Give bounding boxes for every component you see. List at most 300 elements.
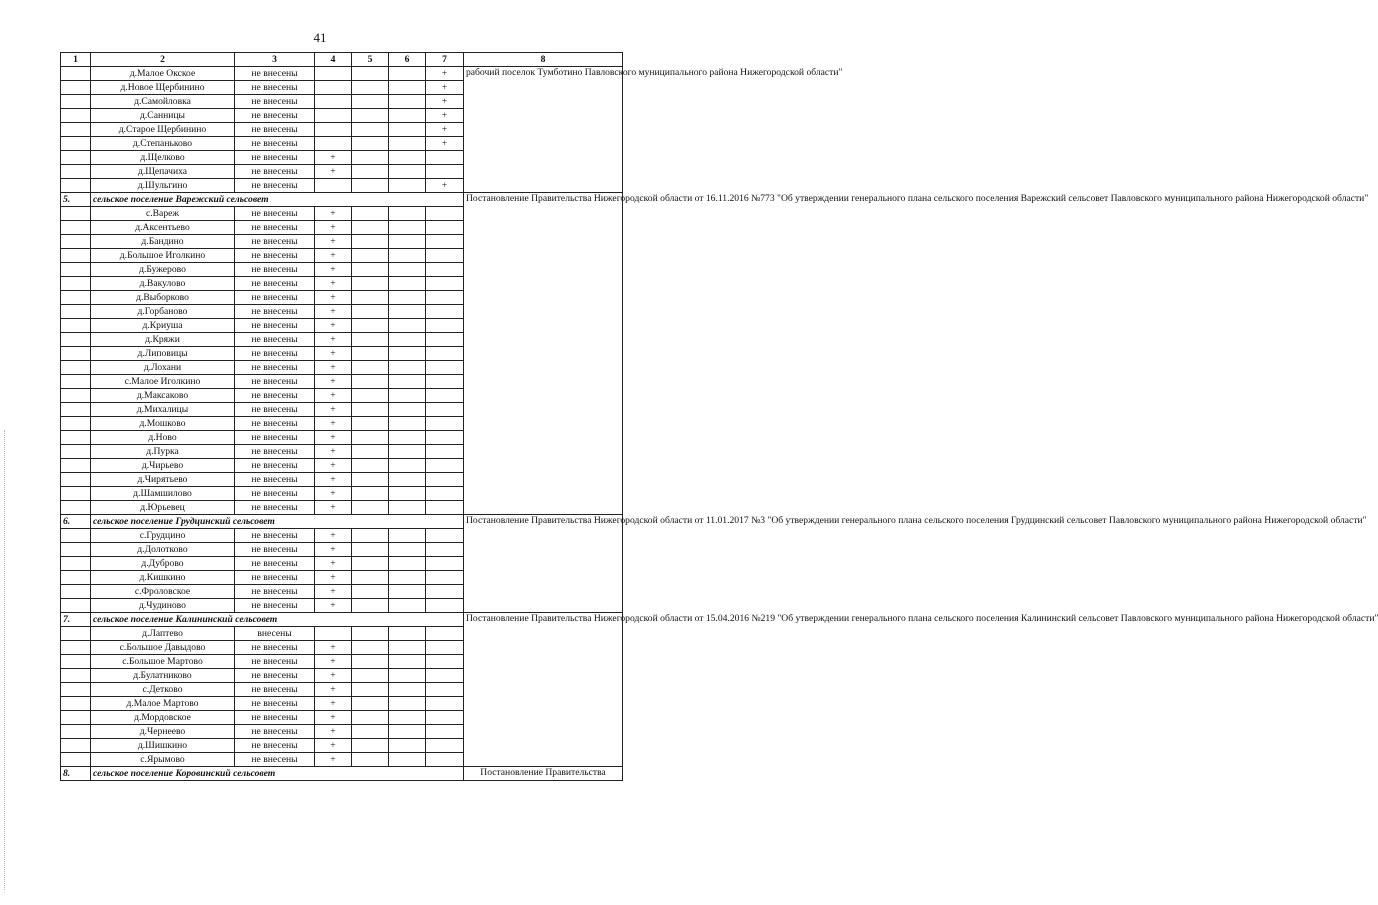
- row-number-cell: [61, 361, 91, 375]
- mark-col-6: [389, 235, 426, 249]
- mark-col-4: +: [315, 291, 352, 305]
- mark-col-6: [389, 151, 426, 165]
- status-cell: не внесены: [235, 445, 315, 459]
- mark-col-6: [389, 109, 426, 123]
- mark-col-5: [352, 683, 389, 697]
- mark-col-4: +: [315, 333, 352, 347]
- settlement-name: д.Липовицы: [91, 347, 235, 361]
- mark-col-6: [389, 263, 426, 277]
- mark-col-6: [389, 221, 426, 235]
- row-number-cell: [61, 277, 91, 291]
- row-number-cell: [61, 585, 91, 599]
- settlement-name: д.Щелково: [91, 151, 235, 165]
- mark-col-7: [426, 753, 464, 767]
- mark-col-4: +: [315, 655, 352, 669]
- row-number-cell: [61, 655, 91, 669]
- status-cell: не внесены: [235, 431, 315, 445]
- mark-col-5: [352, 305, 389, 319]
- status-cell: не внесены: [235, 249, 315, 263]
- column-header-1: 1: [61, 53, 91, 67]
- mark-col-7: [426, 445, 464, 459]
- status-cell: не внесены: [235, 95, 315, 109]
- mark-col-4: +: [315, 417, 352, 431]
- row-number-cell: [61, 487, 91, 501]
- column-header-5: 5: [352, 53, 389, 67]
- status-cell: не внесены: [235, 179, 315, 193]
- section-title: сельское поселение Грудцинский сельсовет: [91, 515, 464, 529]
- settlement-name: д.Новое Щербинино: [91, 81, 235, 95]
- settlement-name: д.Горбаново: [91, 305, 235, 319]
- mark-col-5: [352, 655, 389, 669]
- mark-col-5: [352, 417, 389, 431]
- mark-col-6: [389, 403, 426, 417]
- mark-col-7: [426, 501, 464, 515]
- row-number-cell: [61, 557, 91, 571]
- status-cell: не внесены: [235, 403, 315, 417]
- page-number: 41: [313, 30, 327, 45]
- mark-col-4: +: [315, 235, 352, 249]
- row-number-cell: [61, 627, 91, 641]
- scan-edge-mark: [4, 430, 6, 890]
- mark-col-4: +: [315, 739, 352, 753]
- mark-col-6: [389, 389, 426, 403]
- column-header-4: 4: [315, 53, 352, 67]
- row-number-cell: [61, 207, 91, 221]
- section-row: [61, 515, 623, 529]
- mark-col-7: [426, 627, 464, 641]
- status-cell: не внесены: [235, 459, 315, 473]
- mark-col-4: [315, 179, 352, 193]
- mark-col-7: [426, 711, 464, 725]
- row-number-cell: [61, 669, 91, 683]
- section-title: сельское поселение Калининский сельсовет: [91, 613, 464, 627]
- mark-col-7: [426, 473, 464, 487]
- mark-col-5: [352, 109, 389, 123]
- mark-col-5: [352, 361, 389, 375]
- mark-col-4: +: [315, 557, 352, 571]
- section-number: 7.: [61, 613, 91, 627]
- settlement-name: д.Чирятьево: [91, 473, 235, 487]
- mark-col-4: +: [315, 585, 352, 599]
- mark-col-7: [426, 417, 464, 431]
- status-cell: не внесены: [235, 697, 315, 711]
- mark-col-6: [389, 725, 426, 739]
- status-cell: не внесены: [235, 557, 315, 571]
- mark-col-6: [389, 473, 426, 487]
- settlement-name: д.Щепачиха: [91, 165, 235, 179]
- mark-col-7: [426, 641, 464, 655]
- row-number-cell: [61, 151, 91, 165]
- settlement-name: д.Самойловка: [91, 95, 235, 109]
- mark-col-7: [426, 291, 464, 305]
- mark-col-6: [389, 277, 426, 291]
- mark-col-4: +: [315, 529, 352, 543]
- status-cell: не внесены: [235, 669, 315, 683]
- row-number-cell: [61, 641, 91, 655]
- mark-col-6: [389, 319, 426, 333]
- status-cell: не внесены: [235, 375, 315, 389]
- mark-col-7: [426, 347, 464, 361]
- mark-col-4: +: [315, 263, 352, 277]
- status-cell: не внесены: [235, 739, 315, 753]
- mark-col-4: +: [315, 599, 352, 613]
- mark-col-7: [426, 165, 464, 179]
- row-number-cell: [61, 179, 91, 193]
- mark-col-4: +: [315, 641, 352, 655]
- row-number-cell: [61, 165, 91, 179]
- mark-col-6: [389, 487, 426, 501]
- mark-col-4: +: [315, 319, 352, 333]
- row-number-cell: [61, 291, 91, 305]
- mark-col-5: [352, 669, 389, 683]
- mark-col-6: [389, 95, 426, 109]
- status-cell: не внесены: [235, 641, 315, 655]
- mark-col-7: [426, 249, 464, 263]
- mark-col-5: [352, 431, 389, 445]
- mark-col-4: +: [315, 501, 352, 515]
- settlement-name: д.Булатниково: [91, 669, 235, 683]
- row-number-cell: [61, 403, 91, 417]
- mark-col-5: [352, 249, 389, 263]
- row-number-cell: [61, 501, 91, 515]
- mark-col-6: [389, 669, 426, 683]
- settlement-name: д.Лаптево: [91, 627, 235, 641]
- mark-col-6: [389, 67, 426, 81]
- row-number-cell: [61, 683, 91, 697]
- mark-col-6: [389, 333, 426, 347]
- section-title: сельское поселение Коровинский сельсовет: [91, 767, 464, 781]
- mark-col-7: [426, 403, 464, 417]
- row-number-cell: [61, 123, 91, 137]
- mark-col-6: [389, 501, 426, 515]
- mark-col-5: [352, 571, 389, 585]
- mark-col-6: [389, 123, 426, 137]
- mark-col-6: [389, 459, 426, 473]
- mark-col-4: +: [315, 487, 352, 501]
- settlement-name: д.Шамшилово: [91, 487, 235, 501]
- status-cell: не внесены: [235, 655, 315, 669]
- mark-col-4: +: [315, 697, 352, 711]
- status-cell: не внесены: [235, 333, 315, 347]
- legal-note: Постановление Правительства Нижегородской области от 11.01.2017 №3 "Об утверждении генерального плана сельского поселения Грудцинский сельсовет Павловского муниципального района Нижегородской области": [464, 515, 623, 613]
- mark-col-7: [426, 221, 464, 235]
- settlement-name: д.Бандино: [91, 235, 235, 249]
- status-cell: не внесены: [235, 683, 315, 697]
- row-number-cell: [61, 543, 91, 557]
- settlement-name: д.Юрьевец: [91, 501, 235, 515]
- mark-col-7: [426, 263, 464, 277]
- mark-col-6: [389, 543, 426, 557]
- status-cell: не внесены: [235, 221, 315, 235]
- mark-col-4: +: [315, 249, 352, 263]
- mark-col-4: +: [315, 543, 352, 557]
- mark-col-4: +: [315, 571, 352, 585]
- row-number-cell: [61, 333, 91, 347]
- row-number-cell: [61, 305, 91, 319]
- mark-col-4: +: [315, 431, 352, 445]
- mark-col-7: [426, 669, 464, 683]
- settlement-name: с.Грудцино: [91, 529, 235, 543]
- mark-col-5: [352, 277, 389, 291]
- row-number-cell: [61, 753, 91, 767]
- status-cell: не внесены: [235, 585, 315, 599]
- column-header-6: 6: [389, 53, 426, 67]
- mark-col-7: [426, 487, 464, 501]
- row-number-cell: [61, 347, 91, 361]
- section-title: сельское поселение Варежский сельсовет: [91, 193, 464, 207]
- column-header-8: 8: [464, 53, 623, 67]
- settlement-name: д.Максаково: [91, 389, 235, 403]
- mark-col-6: [389, 599, 426, 613]
- mark-col-6: [389, 571, 426, 585]
- settlement-name: д.Криуша: [91, 319, 235, 333]
- mark-col-7: [426, 459, 464, 473]
- status-cell: не внесены: [235, 473, 315, 487]
- row-number-cell: [61, 473, 91, 487]
- status-cell: не внесены: [235, 529, 315, 543]
- settlement-name: д.Старое Щербинино: [91, 123, 235, 137]
- mark-col-7: [426, 599, 464, 613]
- row-number-cell: [61, 725, 91, 739]
- mark-col-7: [426, 151, 464, 165]
- section-number: 6.: [61, 515, 91, 529]
- mark-col-6: [389, 347, 426, 361]
- mark-col-4: [315, 95, 352, 109]
- status-cell: не внесены: [235, 291, 315, 305]
- status-cell: не внесены: [235, 109, 315, 123]
- mark-col-5: [352, 389, 389, 403]
- mark-col-5: [352, 739, 389, 753]
- status-cell: не внесены: [235, 711, 315, 725]
- mark-col-5: [352, 487, 389, 501]
- settlement-name: д.Кряжи: [91, 333, 235, 347]
- settlement-name: д.Пурка: [91, 445, 235, 459]
- mark-col-7: [426, 697, 464, 711]
- row-number-cell: [61, 67, 91, 81]
- settlement-name: с.Большое Мартово: [91, 655, 235, 669]
- mark-col-5: [352, 375, 389, 389]
- mark-col-7: [426, 739, 464, 753]
- mark-col-4: [315, 109, 352, 123]
- row-number-cell: [61, 417, 91, 431]
- mark-col-7: +: [426, 81, 464, 95]
- mark-col-6: [389, 697, 426, 711]
- mark-col-5: [352, 123, 389, 137]
- mark-col-4: +: [315, 711, 352, 725]
- mark-col-7: [426, 375, 464, 389]
- mark-col-4: +: [315, 361, 352, 375]
- mark-col-7: [426, 571, 464, 585]
- settlement-name: д.Мошково: [91, 417, 235, 431]
- mark-col-4: +: [315, 165, 352, 179]
- mark-col-6: [389, 305, 426, 319]
- legal-note: Постановление Правительства Нижегородской области от 15.04.2016 №219 "Об утверждении генерального плана сельского поселения Калининский сельсовет Павловского муниципального района Нижегородской области": [464, 613, 623, 767]
- section-row: [61, 193, 623, 207]
- mark-col-4: +: [315, 207, 352, 221]
- mark-col-6: [389, 711, 426, 725]
- settlement-name: д.Кишкино: [91, 571, 235, 585]
- mark-col-6: [389, 137, 426, 151]
- mark-col-4: +: [315, 151, 352, 165]
- mark-col-5: [352, 445, 389, 459]
- status-cell: не внесены: [235, 165, 315, 179]
- status-cell: не внесены: [235, 235, 315, 249]
- mark-col-5: [352, 179, 389, 193]
- mark-col-7: [426, 725, 464, 739]
- mark-col-7: [426, 389, 464, 403]
- row-number-cell: [61, 249, 91, 263]
- mark-col-4: [315, 137, 352, 151]
- mark-col-6: [389, 627, 426, 641]
- mark-col-6: [389, 207, 426, 221]
- status-cell: не внесены: [235, 137, 315, 151]
- mark-col-4: +: [315, 403, 352, 417]
- mark-col-4: +: [315, 683, 352, 697]
- status-cell: не внесены: [235, 599, 315, 613]
- settlement-name: д.Михалицы: [91, 403, 235, 417]
- mark-col-4: +: [315, 375, 352, 389]
- settlements-table: [60, 52, 1378, 781]
- status-cell: не внесены: [235, 67, 315, 81]
- mark-col-5: [352, 459, 389, 473]
- mark-col-7: [426, 305, 464, 319]
- mark-col-7: [426, 361, 464, 375]
- mark-col-6: [389, 641, 426, 655]
- mark-col-5: [352, 347, 389, 361]
- column-header-2: 2: [91, 53, 235, 67]
- mark-col-6: [389, 739, 426, 753]
- settlement-name: с.Фроловское: [91, 585, 235, 599]
- status-cell: не внесены: [235, 277, 315, 291]
- settlement-name: д.Выборково: [91, 291, 235, 305]
- settlement-name: с.Малое Иголкино: [91, 375, 235, 389]
- status-cell: внесены: [235, 627, 315, 641]
- mark-col-7: [426, 585, 464, 599]
- mark-col-6: [389, 249, 426, 263]
- row-number-cell: [61, 459, 91, 473]
- settlement-name: д.Степаньково: [91, 137, 235, 151]
- mark-col-4: +: [315, 473, 352, 487]
- mark-col-4: [315, 67, 352, 81]
- row-number-cell: [61, 389, 91, 403]
- row-number-cell: [61, 697, 91, 711]
- settlement-name: с.Вареж: [91, 207, 235, 221]
- row-number-cell: [61, 319, 91, 333]
- mark-col-5: [352, 165, 389, 179]
- settlement-name: д.Санницы: [91, 109, 235, 123]
- section-number: 8.: [61, 767, 91, 781]
- status-cell: не внесены: [235, 753, 315, 767]
- settlement-name: с.Большое Давыдово: [91, 641, 235, 655]
- mark-col-5: [352, 529, 389, 543]
- mark-col-5: [352, 207, 389, 221]
- mark-col-7: [426, 431, 464, 445]
- section-row: [61, 767, 623, 781]
- mark-col-6: [389, 683, 426, 697]
- row-number-cell: [61, 263, 91, 277]
- row-number-cell: [61, 711, 91, 725]
- status-cell: не внесены: [235, 123, 315, 137]
- mark-col-5: [352, 697, 389, 711]
- mark-col-4: +: [315, 221, 352, 235]
- mark-col-7: +: [426, 137, 464, 151]
- mark-col-5: [352, 319, 389, 333]
- settlement-name: д.Большое Иголкино: [91, 249, 235, 263]
- mark-col-7: +: [426, 95, 464, 109]
- mark-col-6: [389, 557, 426, 571]
- mark-col-5: [352, 641, 389, 655]
- mark-col-7: [426, 333, 464, 347]
- row-number-cell: [61, 739, 91, 753]
- mark-col-5: [352, 151, 389, 165]
- mark-col-6: [389, 179, 426, 193]
- mark-col-5: [352, 711, 389, 725]
- settlement-name: д.Ново: [91, 431, 235, 445]
- settlement-name: д.Чирьево: [91, 459, 235, 473]
- settlement-name: д.Дуброво: [91, 557, 235, 571]
- settlement-name: д.Мордовское: [91, 711, 235, 725]
- mark-col-6: [389, 529, 426, 543]
- legal-note: Постановление Правительства: [464, 767, 623, 781]
- legal-note: рабочий поселок Тумботино Павловского муниципального района Нижегородской области": [464, 67, 623, 193]
- settlement-name: д.Малое Мартово: [91, 697, 235, 711]
- status-cell: не внесены: [235, 347, 315, 361]
- status-cell: не внесены: [235, 417, 315, 431]
- row-number-cell: [61, 529, 91, 543]
- mark-col-6: [389, 431, 426, 445]
- settlement-name: д.Чудиново: [91, 599, 235, 613]
- row-number-cell: [61, 221, 91, 235]
- mark-col-4: +: [315, 347, 352, 361]
- mark-col-4: [315, 123, 352, 137]
- section-row: [61, 613, 623, 627]
- settlement-name: д.Бужерово: [91, 263, 235, 277]
- mark-col-6: [389, 361, 426, 375]
- mark-col-6: [389, 291, 426, 305]
- status-cell: не внесены: [235, 263, 315, 277]
- row-number-cell: [61, 571, 91, 585]
- row-number-cell: [61, 81, 91, 95]
- status-cell: не внесены: [235, 725, 315, 739]
- status-cell: не внесены: [235, 151, 315, 165]
- row-number-cell: [61, 95, 91, 109]
- row-number-cell: [61, 375, 91, 389]
- settlement-name: с.Ярымово: [91, 753, 235, 767]
- settlement-name: д.Шишкино: [91, 739, 235, 753]
- legal-note: Постановление Правительства Нижегородской области от 16.11.2016 №773 "Об утверждении генерального плана сельского поселения Варежский сельсовет Павловского муниципального района Нижегородской области": [464, 193, 623, 515]
- status-cell: не внесены: [235, 319, 315, 333]
- mark-col-5: [352, 557, 389, 571]
- row-number-cell: [61, 235, 91, 249]
- mark-col-7: [426, 683, 464, 697]
- mark-col-4: +: [315, 277, 352, 291]
- mark-col-5: [352, 291, 389, 305]
- status-cell: не внесены: [235, 207, 315, 221]
- mark-col-5: [352, 333, 389, 347]
- mark-col-5: [352, 501, 389, 515]
- mark-col-7: [426, 655, 464, 669]
- mark-col-5: [352, 753, 389, 767]
- mark-col-7: [426, 529, 464, 543]
- mark-col-4: +: [315, 305, 352, 319]
- section-number: 5.: [61, 193, 91, 207]
- mark-col-5: [352, 95, 389, 109]
- row-number-cell: [61, 137, 91, 151]
- mark-col-7: +: [426, 179, 464, 193]
- settlement-name: д.Чернеево: [91, 725, 235, 739]
- row-number-cell: [61, 445, 91, 459]
- header-row: [61, 53, 623, 67]
